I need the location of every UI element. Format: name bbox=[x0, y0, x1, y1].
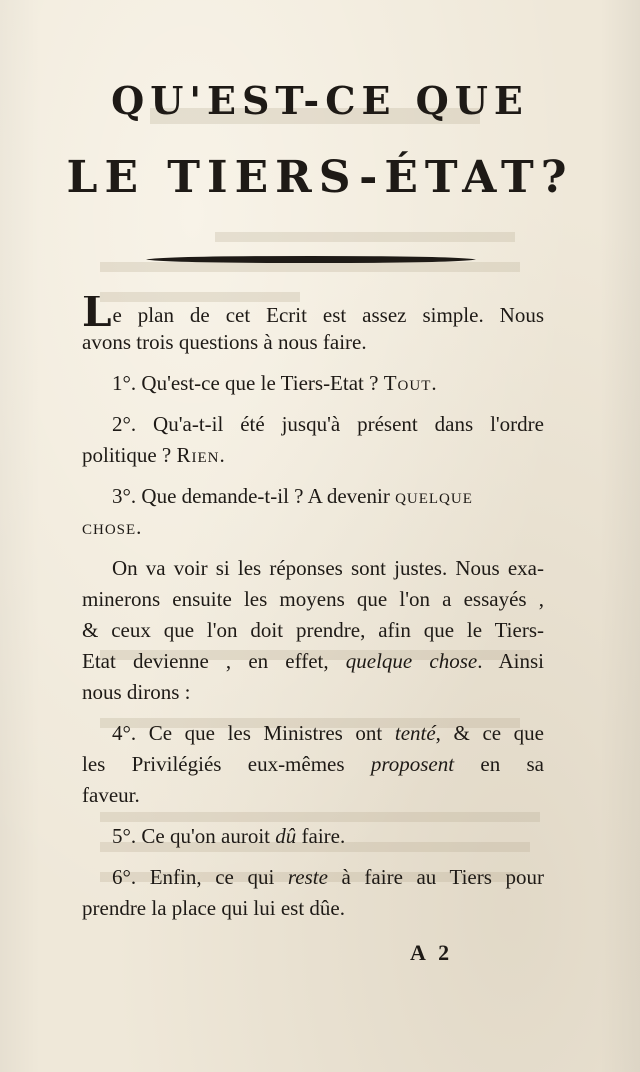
paragraph-2-line-4-b: . Ainsi bbox=[477, 649, 544, 673]
question-4-line-2-italic: proposent bbox=[370, 752, 455, 776]
paragraph-2-line-4-a: Etat devienne , en effet, bbox=[82, 649, 346, 673]
question-4-line-1-a: 4°. Ce que les Ministres ont bbox=[112, 721, 395, 745]
question-5-a: 5°. Ce qu'on auroit bbox=[112, 824, 276, 848]
question-1 bbox=[82, 368, 544, 399]
title-line-2: LE TIERS-ÉTAT? bbox=[66, 152, 574, 203]
question-4-line-2-a: les Privilégiés eux-mêmes bbox=[82, 752, 371, 776]
question-4-line-2-b: en sa bbox=[454, 752, 544, 776]
body-text bbox=[82, 296, 544, 924]
paragraph-1-line-2: avons trois questions à nous faire. bbox=[82, 330, 367, 354]
drop-cap: L bbox=[82, 296, 112, 327]
paragraph-1-line-1 bbox=[82, 296, 544, 327]
question-1-answer: Tout. bbox=[383, 371, 438, 395]
paragraph-2-line-2: minerons ensuite les moyens que l'on a essayés , bbox=[82, 587, 544, 611]
paragraph-2-line-5: nous dirons : bbox=[82, 680, 191, 704]
question-2-text: politique ? bbox=[82, 443, 177, 467]
paragraph-2-line-1: On va voir si les réponses sont justes. Nous exa- bbox=[112, 556, 544, 580]
question-5-italic: dû bbox=[275, 824, 297, 848]
question-1-text: 1°. Qu'est-ce que le Tiers-Etat ? bbox=[112, 371, 384, 395]
question-6-line-1 bbox=[82, 862, 544, 893]
question-2-line-1: 2°. Qu'a-t-il été jusqu'à présent dans l'ordre bbox=[112, 412, 544, 436]
question-6-line-1-italic: reste bbox=[287, 865, 328, 889]
paragraph-2-line-4 bbox=[82, 646, 544, 677]
question-2-answer: Rien. bbox=[176, 443, 226, 467]
question-5 bbox=[82, 821, 544, 852]
question-2-line-2 bbox=[82, 440, 544, 471]
question-6-line-1-a: 6°. Enfin, ce qui bbox=[112, 865, 288, 889]
paragraph-2-line-3: & ceux que l'on doit prendre, afin que le Tiers- bbox=[82, 618, 544, 642]
question-5-b: faire. bbox=[296, 824, 346, 848]
question-6-line-2: prendre la place qui lui est dûe. bbox=[82, 896, 345, 920]
paragraph-2-line-4-italic: quelque chose bbox=[345, 649, 478, 673]
question-4-line-1 bbox=[82, 718, 544, 749]
question-3-line-2 bbox=[82, 512, 544, 543]
signature-mark: A 2 bbox=[410, 940, 454, 965]
question-3-text: 3°. Que demande-t-il ? A devenir bbox=[112, 484, 396, 508]
question-6-line-1-b: à faire au Tiers pour bbox=[327, 865, 544, 889]
question-4-line-2 bbox=[82, 749, 544, 780]
title-line-1: QU'EST-CE QUE bbox=[111, 78, 529, 123]
question-4-line-3: faveur. bbox=[82, 783, 140, 807]
title-rule bbox=[146, 255, 476, 264]
question-3-answer-part-2: chose. bbox=[82, 515, 143, 539]
paragraph-1-line-1-text: e plan de cet Ecrit est assez simple. Nous bbox=[112, 303, 544, 327]
question-4-line-1-italic: tenté bbox=[394, 721, 436, 745]
question-4-line-1-b: , & ce que bbox=[435, 721, 544, 745]
question-3-line-1 bbox=[82, 481, 544, 512]
question-3-answer-part-1: quelque bbox=[395, 484, 473, 508]
